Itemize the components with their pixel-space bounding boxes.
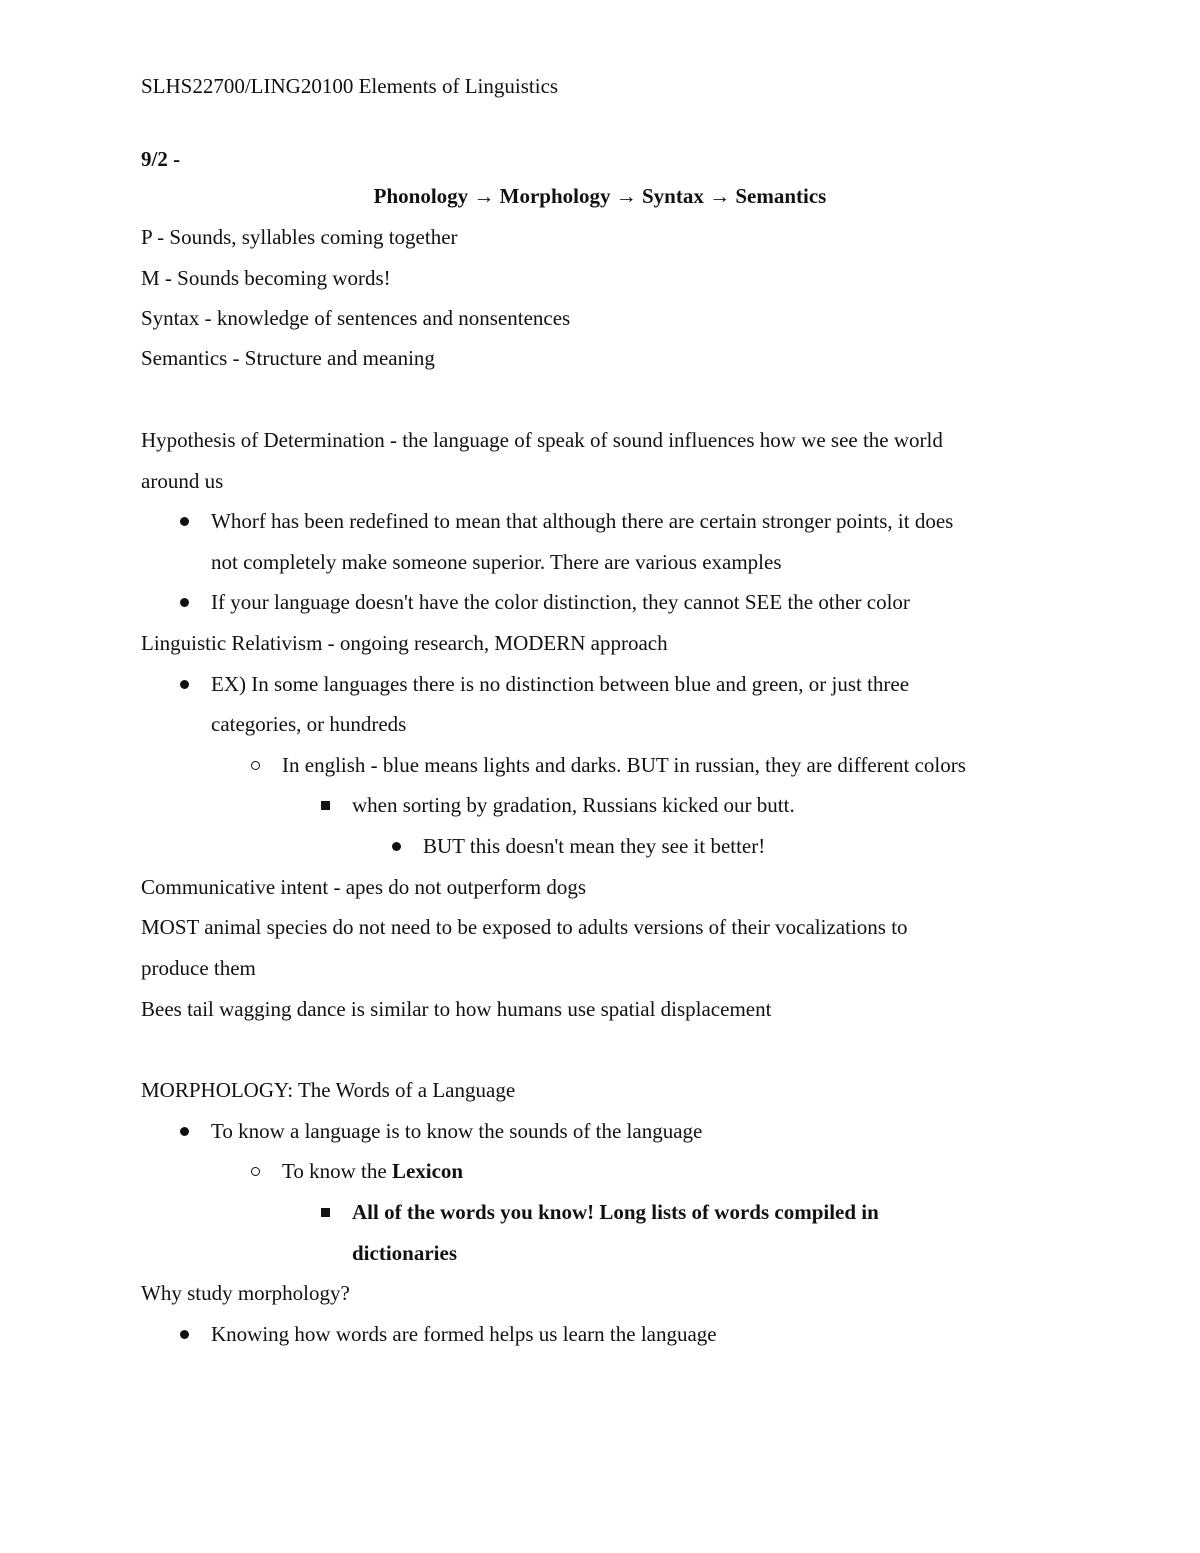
definition-syntax: Syntax - knowledge of sentences and nonsentences (141, 306, 571, 330)
bullet-disc-icon (174, 588, 194, 616)
morphology-sub-sub-bullet: All of the words you know! Long lists of words compiled in (352, 1200, 879, 1224)
bullet-disc-icon (174, 670, 194, 698)
lecture-date: 9/2 - (141, 147, 181, 171)
definition-phonology: P - Sounds, syllables coming together (141, 225, 458, 249)
lexicon-term: Lexicon (391, 1159, 464, 1183)
relativism-bullet-cont: categories, or hundreds (211, 712, 407, 736)
morphology-sub-bullet (282, 1157, 463, 1185)
lexicon-prefix: To know the (282, 1159, 392, 1183)
flow-heading: Phonology → Morphology → Syntax → Semantics (373, 184, 827, 208)
relativism-sub-sub-bullet: when sorting by gradation, Russians kicked our butt. (352, 793, 795, 817)
bullet-square-icon (315, 1198, 335, 1226)
definition-morphology: M - Sounds becoming words! (141, 266, 391, 290)
hypothesis-bullet-1-cont: not completely make someone superior. There are various examples (211, 550, 782, 574)
morphology-heading: MORPHOLOGY: The Words of a Language (141, 1078, 516, 1102)
bullet-disc-icon (174, 507, 194, 535)
relativism-heading: Linguistic Relativism - ongoing research, MODERN approach (141, 631, 668, 655)
relativism-bullet: EX) In some languages there is no distinction between blue and green, or just three (211, 672, 910, 696)
hypothesis-line-cont: around us (141, 469, 224, 493)
animals-line-4: Bees tail wagging dance is similar to how humans use spatial displacement (141, 997, 772, 1021)
hypothesis-line: Hypothesis of Determination - the language of speak of sound influences how we see the world (141, 428, 943, 452)
animals-line-3: produce them (141, 956, 256, 980)
bullet-square-icon (315, 791, 335, 819)
bullet-disc-icon (174, 1320, 194, 1348)
hypothesis-bullet-1: Whorf has been redefined to mean that although there are certain stronger points, it does (211, 509, 954, 533)
animals-line-2: MOST animal species do not need to be exposed to adults versions of their vocalizations to (141, 915, 908, 939)
hypothesis-bullet-2: If your language doesn't have the color distinction, they cannot SEE the other color (211, 590, 910, 614)
definition-semantics: Semantics - Structure and meaning (141, 346, 435, 370)
course-title: SLHS22700/LING20100 Elements of Linguistics (141, 74, 559, 98)
relativism-sub-bullet: In english - blue means lights and darks. BUT in russian, they are different colors (282, 753, 966, 777)
bullet-disc-icon (386, 832, 406, 860)
bullet-disc-icon (174, 1117, 194, 1145)
animals-line-1: Communicative intent - apes do not outperform dogs (141, 875, 586, 899)
why-study-bullet: Knowing how words are formed helps us learn the language (211, 1322, 717, 1346)
bullet-circle-icon (245, 1157, 265, 1185)
morphology-sub-sub-bullet-cont: dictionaries (352, 1241, 457, 1265)
bullet-circle-icon (245, 751, 265, 779)
relativism-sub-sub-sub-bullet: BUT this doesn't mean they see it better! (423, 834, 766, 858)
morphology-bullet: To know a language is to know the sounds of the language (211, 1119, 703, 1143)
why-study-heading: Why study morphology? (141, 1281, 350, 1305)
